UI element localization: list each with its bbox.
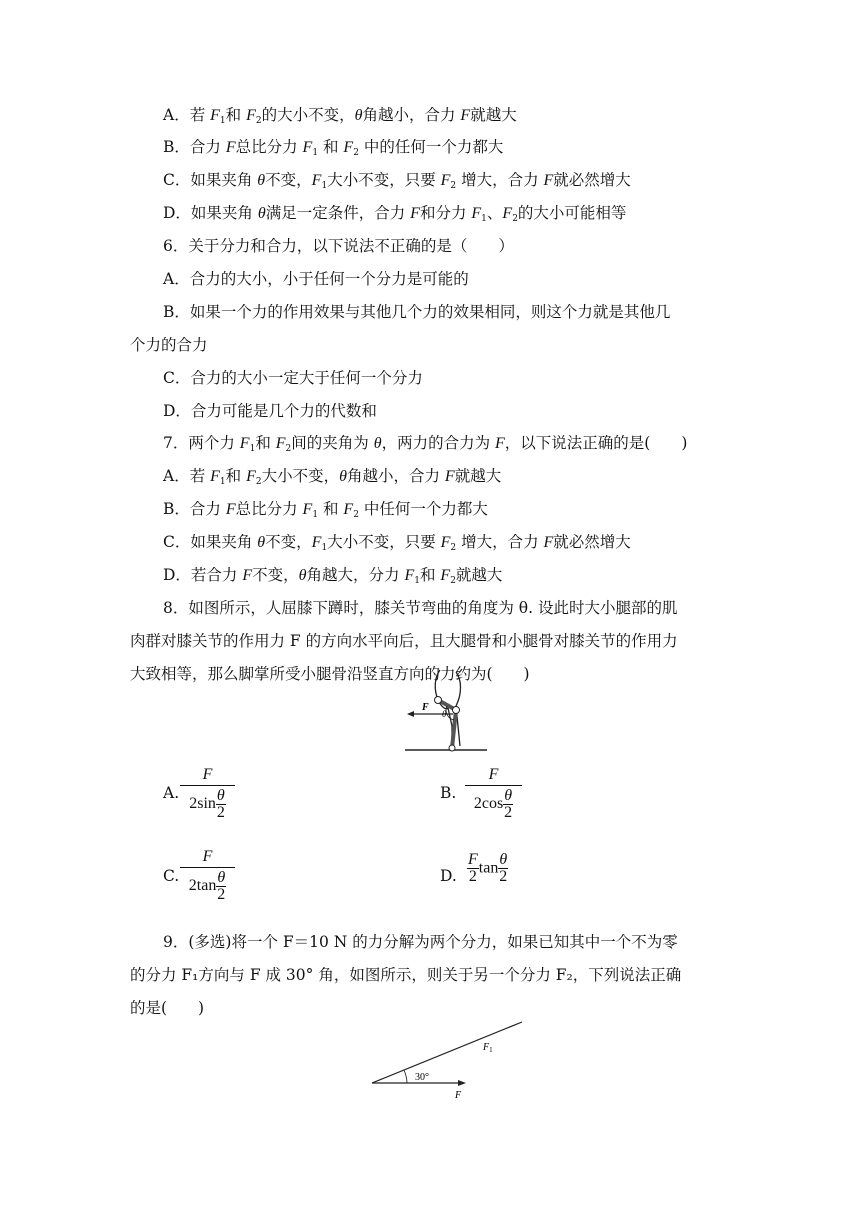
q5-option-a: A．若 $F_1$和 $F_2$的大小不变，θ角越小，合力 F就越大	[163, 106, 517, 126]
q9-stem-line2: 的分力 F₁方向与 F 成 30° 角，如图所示，则关于另一个分力 F₂，下列说法正确	[130, 966, 682, 984]
q6-option-c: C．合力的大小一定大于任何一个分力	[163, 369, 423, 387]
knee-angle-label: θ	[442, 709, 447, 719]
q8-option-a-fraction: F 2sin $\frac{\theta}{2}$	[180, 766, 235, 821]
q7-option-d: D．若合力 F不变，θ角越大，分力 $F_1$和 $F_2$就越大	[163, 566, 503, 586]
q6-stem: 6．关于分力和合力，以下说法不正确的是（ ）	[163, 237, 514, 255]
q8-option-d-label: D.	[440, 867, 457, 885]
q6-option-b-line2: 个力的合力	[130, 336, 208, 354]
knee-figure	[400, 668, 492, 758]
q5-option-c: C．如果夹角 θ不变，$F_1$大小不变，只要 $F_2$ 增大，合力 F就必然增大	[163, 171, 631, 191]
force-decomposition-figure	[365, 1016, 530, 1102]
q6-option-a: A．合力的大小，小于任何一个分力是可能的	[163, 270, 469, 288]
f-label: F	[455, 1090, 462, 1101]
q9-stem-line3: 的是( )	[130, 999, 205, 1017]
angle-30-label: 30°	[415, 1072, 429, 1083]
q7-option-c: C．如果夹角 θ不变，$F_1$大小不变，只要 $F_2$ 增大，合力 F就必然增大	[163, 533, 631, 553]
q8-option-a-label: A.	[163, 784, 180, 802]
q8-stem-line1: 8．如图所示，人屈膝下蹲时，膝关节弯曲的角度为 θ. 设此时大小腿部的肌	[163, 599, 678, 617]
q8-option-b-fraction: F 2cos $\frac{\theta}{2}$	[465, 766, 522, 821]
knee-force-label: F	[422, 702, 429, 713]
q6-option-d: D．合力可能是几个力的代数和	[163, 402, 377, 420]
q8-option-d-expression: $\frac{F}{2}$ tan $\frac{\theta}{2}$	[468, 851, 508, 885]
q5-option-b: B．合力 F总比分力 $F_1$ 和 $F_2$ 中的任何一个力都大	[163, 138, 504, 158]
q7-stem: 7．两个力 $F_1$和 $F_2$间的夹角为 θ，两力的合力为 F，以下说法正确的是( )	[163, 434, 688, 454]
q8-option-b-label: B.	[440, 784, 457, 802]
f1-label: $F_1$	[483, 1042, 493, 1054]
q6-option-b-line1: B．如果一个力的作用效果与其他几个力的效果相同，则这个力就是其他几	[163, 303, 671, 321]
q5-option-d: D．如果夹角 θ满足一定条件，合力 F和分力 $F_1$、$F_2$的大小可能相等	[163, 204, 627, 224]
q7-option-b: B．合力 F总比分力 $F_1$ 和 $F_2$ 中任何一个力都大	[163, 500, 488, 520]
q8-option-c-label: C.	[163, 867, 180, 885]
q8-stem-line2: 肉群对膝关节的作用力 F 的方向水平向后，且大腿骨和小腿骨对膝关节的作用力	[130, 632, 678, 650]
q7-option-a: A．若 $F_1$和 $F_2$大小不变，θ角越小，合力 F就越大	[163, 467, 502, 487]
q9-stem-line1: 9．(多选)将一个 F＝10 N 的力分解为两个分力，如果已知其中一个不为零	[163, 933, 678, 951]
q8-stem-line3: 大致相等，那么脚掌所受小腿骨沿竖直方向的力约为( )	[130, 665, 530, 683]
q8-option-c-fraction: F 2tan $\frac{\theta}{2}$	[180, 848, 235, 903]
